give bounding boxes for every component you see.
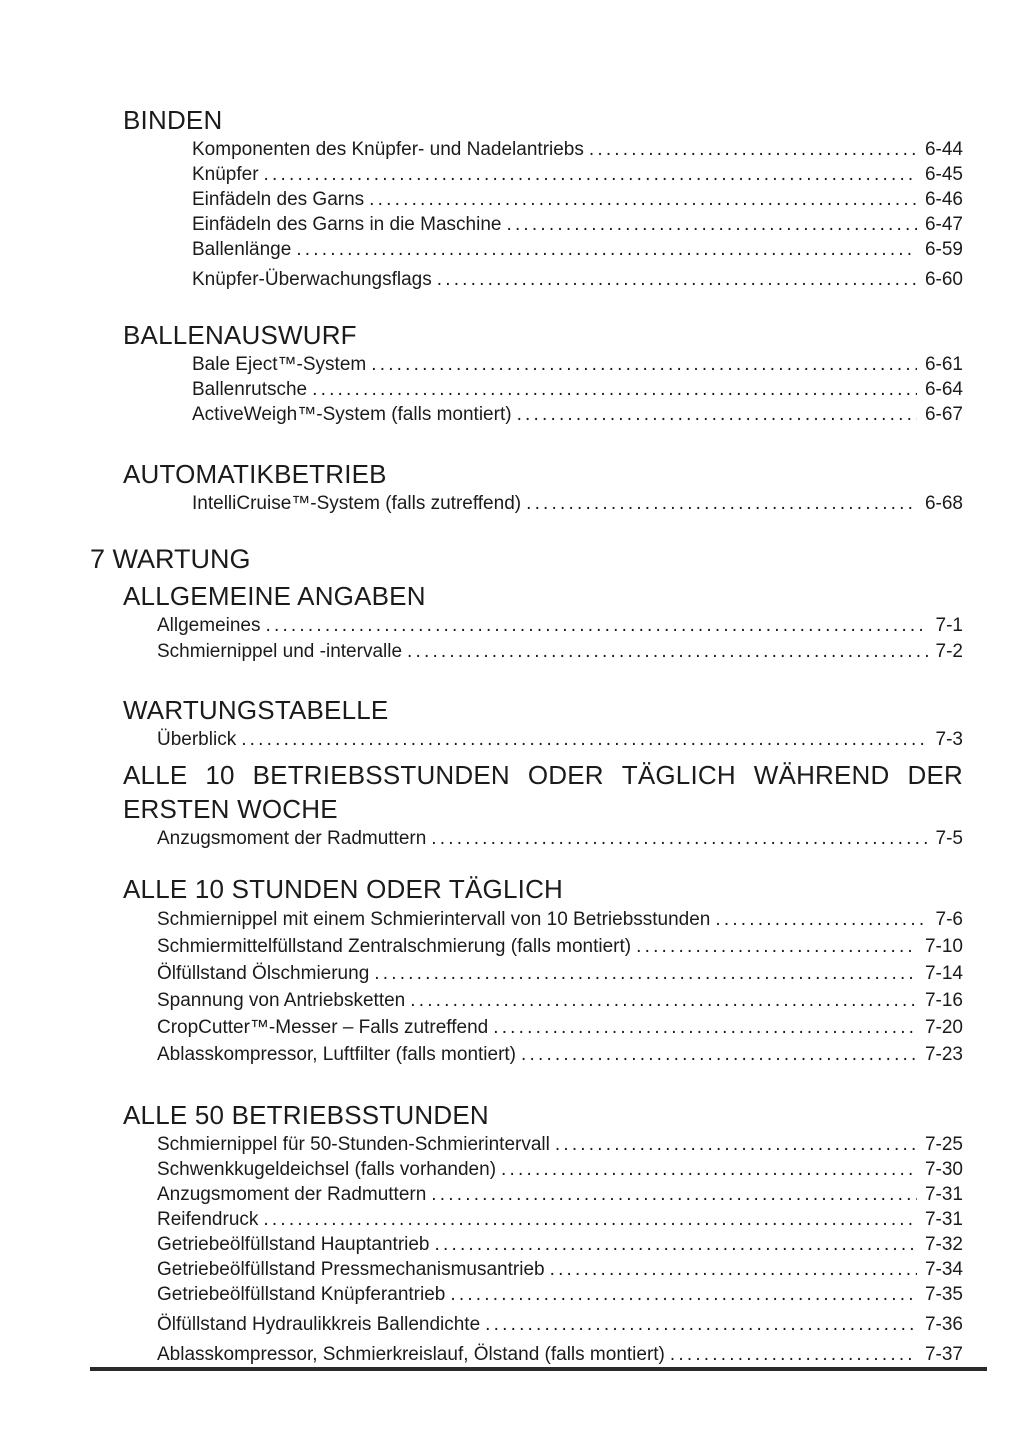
toc-entry[interactable]	[157, 639, 963, 665]
toc-entry-title: Getriebeölfüllstand Pressmechanismusantrieb	[157, 1259, 545, 1280]
toc-entry-page: 7-34	[924, 1259, 963, 1280]
toc-entry-title: Schwenkkugeldeichsel (falls vorhanden)	[157, 1159, 497, 1180]
toc-entry[interactable]	[192, 187, 963, 212]
dot-leader	[589, 137, 917, 162]
toc-entry-title: IntelliCruise™-System (falls zutreffend)	[192, 493, 522, 514]
toc-entry-page: 7-5	[935, 828, 963, 849]
toc-entry-title: Getriebeölfüllstand Knüpferantrieb	[157, 1284, 446, 1305]
dot-leader	[431, 1182, 917, 1207]
toc-entry-page: 7-6	[935, 909, 963, 930]
toc-entry-title: Getriebeölfüllstand Hauptantrieb	[157, 1234, 430, 1255]
dot-leader	[501, 1157, 917, 1182]
toc-entry-page: 6-59	[924, 239, 963, 260]
toc-entry-title: ActiveWeigh™-System (falls montiert)	[192, 404, 512, 425]
toc-entry-title: Schmiermittelfüllstand Zentralschmierung (falls montiert)	[157, 936, 632, 957]
dot-leader	[550, 1257, 917, 1282]
dot-leader	[493, 1014, 917, 1041]
toc-entry[interactable]	[157, 1257, 963, 1282]
dot-leader	[437, 267, 917, 292]
toc-entry[interactable]	[192, 137, 963, 162]
toc-entry-title: Knüpfer	[192, 164, 259, 185]
toc-entry-page: 6-64	[924, 379, 963, 400]
toc-entry-title: Ablasskompressor, Schmierkreislauf, Ölstand (falls montiert)	[157, 1344, 665, 1365]
toc-entry-title: Komponenten des Knüpfer- und Nadelantriebs	[192, 139, 584, 160]
dot-leader	[410, 987, 917, 1014]
dot-leader	[526, 491, 917, 516]
toc-section-ballenauswurf	[123, 318, 963, 427]
toc-entry-page: 6-60	[924, 269, 963, 290]
toc-entry[interactable]	[157, 727, 963, 753]
toc-entry[interactable]	[157, 987, 963, 1014]
toc-entry-title: Schmiernippel mit einem Schmierintervall von 10 Betriebsstunden	[157, 909, 711, 930]
footer-rule	[90, 1367, 987, 1371]
toc-entry[interactable]	[157, 1207, 963, 1232]
dot-leader	[715, 906, 927, 933]
toc-entry-title: Spannung von Antriebsketten	[157, 990, 406, 1011]
toc-entry-page: 7-20	[924, 1017, 963, 1038]
dot-leader	[374, 960, 917, 987]
dot-leader	[431, 826, 927, 852]
toc-section-alle-10-betriebsstunden-erste-woche	[123, 758, 963, 852]
toc-content	[90, 0, 963, 1367]
toc-items	[123, 137, 963, 292]
dot-leader	[407, 639, 928, 665]
toc-entry[interactable]	[157, 1312, 963, 1337]
dot-leader	[369, 187, 917, 212]
toc-entry[interactable]	[157, 1182, 963, 1207]
toc-entry-title: Schmiernippel für 50-Stunden-Schmierintervall	[157, 1134, 550, 1155]
toc-entry[interactable]	[157, 933, 963, 960]
toc-entry-title: Allgemeines	[157, 615, 261, 636]
toc-entry-title: Einfädeln des Garns in die Maschine	[192, 214, 502, 235]
toc-entry[interactable]	[192, 237, 963, 262]
toc-entry-page: 6-61	[924, 354, 963, 375]
dot-leader	[371, 352, 917, 377]
section-heading: ALLE 50 BETRIEBSSTUNDEN	[123, 1100, 489, 1130]
section-heading-line-1: ALLE 10 BETRIEBSSTUNDEN ODER TÄGLICH WÄHREND DER	[123, 760, 963, 790]
toc-entry-title: Anzugsmoment der Radmuttern	[157, 828, 427, 849]
toc-entry-title: Ballenlänge	[192, 239, 292, 260]
toc-entry-page: 7-36	[924, 1314, 963, 1335]
toc-entry-title: CropCutter™-Messer – Falls zutreffend	[157, 1017, 489, 1038]
toc-entry[interactable]	[192, 491, 963, 516]
toc-section-alle-10-stunden	[123, 872, 963, 1068]
toc-entry-page: 7-25	[924, 1134, 963, 1155]
dot-leader	[264, 162, 917, 187]
dot-leader	[670, 1342, 917, 1367]
toc-section-alle-50-betriebsstunden	[123, 1098, 963, 1367]
dot-leader	[555, 1132, 917, 1157]
toc-entry-page: 7-35	[924, 1284, 963, 1305]
toc-items	[123, 1132, 963, 1367]
dot-leader	[435, 1232, 917, 1257]
toc-entry-page: 7-2	[935, 641, 963, 662]
toc-items	[123, 613, 963, 665]
toc-entry-title: Ölfüllstand Hydraulikkreis Ballendichte	[157, 1314, 481, 1335]
section-heading: ALLE 10 STUNDEN ODER TÄGLICH	[123, 874, 564, 904]
dot-leader	[506, 212, 917, 237]
toc-items	[123, 906, 963, 1068]
toc-entry-title: Überblick	[157, 729, 237, 750]
toc-entry[interactable]	[157, 1014, 963, 1041]
toc-entry-page: 6-47	[924, 214, 963, 235]
dot-leader	[241, 727, 927, 753]
toc-entry-page: 6-45	[924, 164, 963, 185]
toc-items	[123, 826, 963, 852]
dot-leader	[296, 237, 917, 262]
dot-leader	[312, 377, 917, 402]
toc-section-automatikbetrieb	[123, 457, 963, 516]
toc-section-wartungstabelle	[123, 693, 963, 753]
toc-entry[interactable]	[192, 352, 963, 377]
toc-entry-title: Einfädeln des Garns	[192, 189, 365, 210]
toc-entry[interactable]	[192, 267, 963, 292]
toc-entry-page: 6-67	[924, 404, 963, 425]
toc-entry[interactable]	[157, 1342, 963, 1367]
toc-entry-page: 6-68	[924, 493, 963, 514]
toc-entry-page: 7-16	[924, 990, 963, 1011]
toc-entry-page: 6-44	[924, 139, 963, 160]
toc-entry[interactable]	[157, 1157, 963, 1182]
toc-entry[interactable]	[157, 613, 963, 639]
toc-entry-page: 7-3	[935, 729, 963, 750]
toc-entry-title: Knüpfer-Überwachungsflags	[192, 269, 432, 290]
toc-entry-page: 7-14	[924, 963, 963, 984]
chapter-heading: 7 WARTUNG	[90, 544, 251, 574]
dot-leader	[636, 933, 917, 960]
toc-entry[interactable]	[157, 960, 963, 987]
toc-entry[interactable]	[157, 906, 963, 933]
toc-entry-title: Schmiernippel und -intervalle	[157, 641, 403, 662]
section-heading: AUTOMATIKBETRIEB	[123, 459, 387, 489]
toc-chapter-wartung	[90, 541, 963, 577]
toc-items	[123, 727, 963, 753]
toc-entry-page: 7-37	[924, 1344, 963, 1365]
dot-leader	[450, 1282, 917, 1307]
toc-entry-title: Ölfüllstand Ölschmierung	[157, 963, 370, 984]
section-heading-line-2: ERSTEN WOCHE	[123, 794, 338, 824]
toc-entry-page: 7-23	[924, 1044, 963, 1065]
toc-entry-title: Bale Eject™-System	[192, 354, 367, 375]
section-heading: BALLENAUSWURF	[123, 320, 357, 350]
dot-leader	[266, 613, 928, 639]
dot-leader	[521, 1041, 917, 1068]
toc-entry[interactable]	[157, 1041, 963, 1068]
toc-entry-title: Ballenrutsche	[192, 379, 308, 400]
section-heading: WARTUNGSTABELLE	[123, 695, 389, 725]
toc-entry-title: Reifendruck	[157, 1209, 259, 1230]
toc-entry[interactable]	[157, 826, 963, 852]
toc-entry[interactable]	[192, 162, 963, 187]
toc-entry-page: 7-30	[924, 1159, 963, 1180]
toc-entry-page: 7-32	[924, 1234, 963, 1255]
toc-entry-page: 7-31	[924, 1209, 963, 1230]
toc-items	[123, 352, 963, 427]
toc-entry-page: 7-31	[924, 1184, 963, 1205]
toc-entry[interactable]	[157, 1232, 963, 1257]
toc-section-allgemeine-angaben	[123, 579, 963, 665]
section-heading: BINDEN	[123, 105, 223, 135]
toc-entry-title: Ablasskompressor, Luftfilter (falls montiert)	[157, 1044, 517, 1065]
toc-entry[interactable]	[192, 212, 963, 237]
toc-entry-title: Anzugsmoment der Radmuttern	[157, 1184, 427, 1205]
toc-entry-page: 7-1	[935, 615, 963, 636]
section-heading: ALLGEMEINE ANGABEN	[123, 581, 426, 611]
toc-entry-page: 6-46	[924, 189, 963, 210]
toc-entry[interactable]	[192, 402, 963, 427]
toc-entry[interactable]	[157, 1282, 963, 1307]
toc-entry[interactable]	[192, 377, 963, 402]
toc-entry[interactable]	[157, 1132, 963, 1157]
toc-section-binden	[123, 103, 963, 292]
dot-leader	[517, 402, 917, 427]
toc-entry-page: 7-10	[924, 936, 963, 957]
toc-items	[123, 491, 963, 516]
dot-leader	[485, 1312, 917, 1337]
dot-leader	[263, 1207, 917, 1232]
